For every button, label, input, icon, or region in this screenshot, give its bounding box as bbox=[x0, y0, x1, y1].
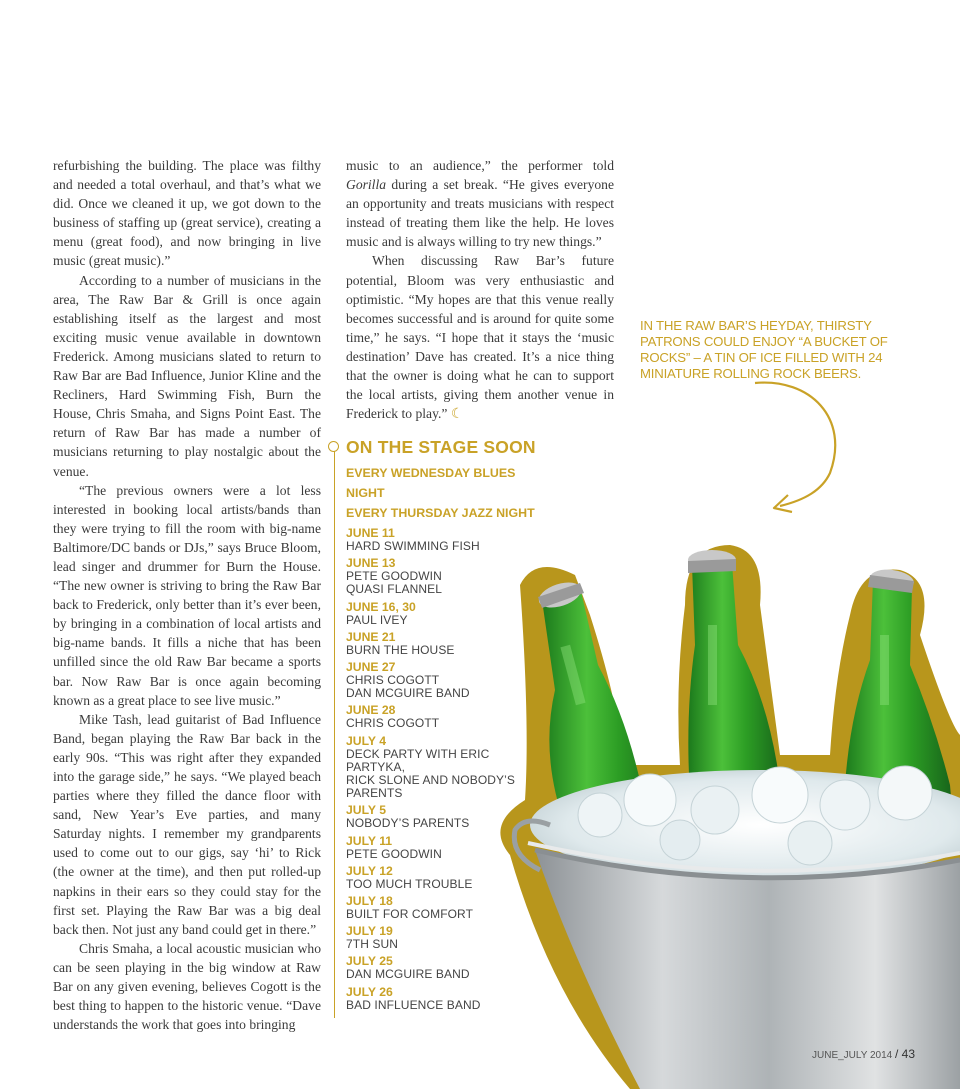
article-paragraph bbox=[346, 251, 614, 424]
event-date: JUNE 28 bbox=[346, 703, 396, 718]
event-act: QUASI FLANNEL bbox=[346, 582, 442, 597]
event-act: DAN MCGUIRE BAND bbox=[346, 686, 470, 701]
recurring-event: EVERY WEDNESDAY BLUES NIGHT bbox=[346, 466, 516, 500]
curved-arrow-icon bbox=[750, 378, 850, 513]
article-paragraph: “The previous owners were a lot less interested in booking local artists/bands than they were trying to fill the room with big-name Baltimore/DC bands or DJs,” says Bruce Bloom, lead singer and drummer for Burn the House. “The new owner is striving to bring the Raw Bar back to Frederick, only better than it’s ever been, by bringing in a combination of local artists and big-name bands. It fills a niche that has been unfilled since the old Raw Bar became a sports bar. Now Raw Bar is once again becoming known as a great place to see live music.” bbox=[53, 482, 321, 708]
event-act: 7TH SUN bbox=[346, 937, 399, 952]
page-footer bbox=[812, 1047, 915, 1061]
article-paragraph: Chris Smaha, a local acoustic musician who can be seen playing in the big window at Raw Bar on any given evening, believes Cogott is the best thing to happen to the historic venue. “Dave understands the work that goes into bringing bbox=[53, 940, 321, 1033]
recurring-event: EVERY THURSDAY JAZZ NIGHT bbox=[346, 506, 535, 520]
paragraph-text: When discussing Raw Bar’s future potential, Bloom was very enthusiastic and optimistic. “My hopes are that this venue really becomes successful and is around for quite some time,” he says. “I hope that it stays the ‘music destination’ Dave has created. It’s a nice thing that the owner is doing what he can to support the local artists, giving them another venue in Frederick to play.” bbox=[346, 253, 614, 422]
event-act: TOO MUCH TROUBLE bbox=[346, 876, 473, 891]
event-act: RICK SLONE AND NOBODY’S bbox=[346, 773, 516, 788]
issue-date: JUNE_JULY 2014 bbox=[812, 1050, 893, 1061]
divider-dot bbox=[328, 441, 339, 452]
event-act: PETE GOODWIN bbox=[346, 569, 442, 584]
event-date: JULY 11 bbox=[346, 833, 393, 848]
schedule-title: ON THE STAGE SOON bbox=[346, 437, 536, 457]
schedule-divider bbox=[334, 448, 335, 1018]
event-act: BURN THE HOUSE bbox=[346, 642, 455, 657]
event-date: JULY 26 bbox=[346, 984, 393, 999]
event-date: JULY 5 bbox=[346, 803, 386, 818]
article-column-1 bbox=[53, 156, 321, 1034]
event-act: CHRIS COGOTT bbox=[346, 716, 440, 731]
beer-bucket-image bbox=[480, 525, 960, 1089]
event-date: JUNE 21 bbox=[346, 629, 396, 644]
moon-icon: ☾ bbox=[450, 407, 464, 423]
event-act: HARD SWIMMING FISH bbox=[346, 539, 480, 553]
event-date: JULY 18 bbox=[346, 894, 393, 909]
article-column-2 bbox=[346, 156, 614, 424]
paragraph-text: music to an audience,” the performer told bbox=[346, 158, 614, 173]
paragraph-text: during a set break. “He gives everyone an opportunity and treats musicians with respect instead of treating them like the help. He loves music and is always willing to try new things.” bbox=[346, 177, 614, 250]
event-act: PAUL IVEY bbox=[346, 612, 408, 627]
event-date: JUNE 13 bbox=[346, 556, 396, 571]
event-date: JULY 25 bbox=[346, 954, 393, 969]
article-paragraph: Mike Tash, lead guitarist of Bad Influence Band, began playing the Raw Bar back in the early 90s. “This was right after they expanded into the garage side,” he says. “We played beach parties where they filled the dance floor with sand, New Year’s Eve parties, and many Saturday nights. I remember my grandparents used to come out to our gigs, say ‘hi’ to Rick (the owner at the time), and then put rolled-up napkins in their ears so they could stay for the first set. Playing the Raw Bar was a big deal back then. Not just any band could get in there.” bbox=[53, 711, 321, 937]
event-act: CHRIS COGOTT bbox=[346, 673, 440, 688]
article-paragraph: According to a number of musicians in the area, The Raw Bar & Grill is once again establishing itself as the largest and most exciting music venue available in downtown Frederick. Among musicians slated to return to Raw Bar are Bad Influence, Junior Kline and the Recliners, Hard Swimming Fish, Burn the House, Chris Smaha, and Signs Point East. The return of Raw Bar has made a number of musicians returning to play nostalgic about the venue. bbox=[53, 272, 321, 479]
event-date: JUNE 27 bbox=[346, 660, 396, 675]
event-act: BAD INFLUENCE BAND bbox=[346, 997, 481, 1012]
event-date: JUNE 11 bbox=[346, 526, 395, 540]
photo-caption: IN THE RAW BAR’S HEYDAY, THIRSTY PATRONS COULD ENJOY “A BUCKET OF ROCKS” – A TIN OF ICE FILLED WITH 24 MINIATURE ROLLING ROCK BEERS. bbox=[640, 318, 888, 381]
article-paragraph: refurbishing the building. The place was filthy and needed a total overhaul, and that’s what we did. Once we cleaned it up, we got down to the business of staffing up (great service), creating a menu (great food), and now bringing in live music (great music).” bbox=[53, 158, 321, 269]
event-act: DECK PARTY WITH ERIC PARTYKA, bbox=[346, 746, 490, 774]
event-act: PARENTS bbox=[346, 786, 403, 801]
page-number: / 43 bbox=[895, 1047, 916, 1061]
event-act: BUILT FOR COMFORT bbox=[346, 907, 474, 922]
event-act: DAN MCGUIRE BAND bbox=[346, 967, 470, 982]
event-date: JULY 12 bbox=[346, 863, 393, 878]
event-act: NOBODY’S PARENTS bbox=[346, 816, 470, 831]
event-act: PETE GOODWIN bbox=[346, 846, 442, 861]
event-date: JUNE 16, 30 bbox=[346, 599, 416, 614]
article-paragraph bbox=[346, 156, 614, 251]
event-date: JULY 4 bbox=[346, 733, 386, 748]
magazine-name: Gorilla bbox=[346, 177, 387, 193]
event-date: JULY 19 bbox=[346, 924, 393, 939]
